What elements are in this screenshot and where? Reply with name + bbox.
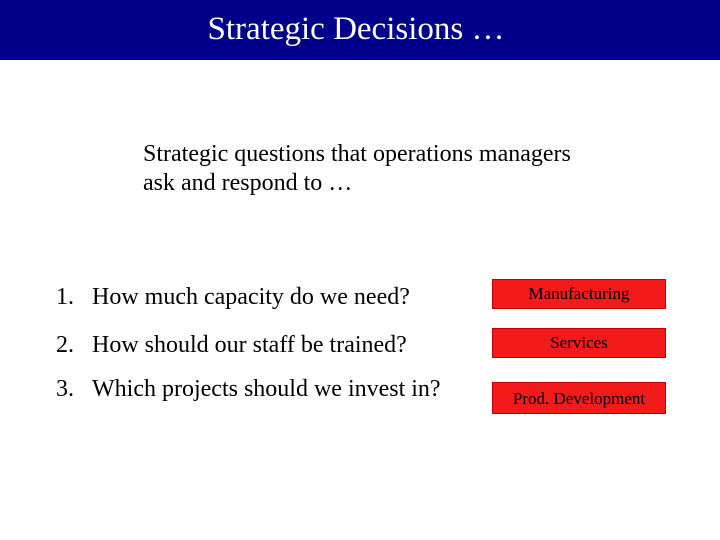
intro-line-2: ask and respond to … (143, 170, 353, 196)
question-3-text: Which projects should we invest in? (92, 376, 441, 402)
question-1-number: 1. (56, 284, 74, 310)
question-1 (56, 282, 410, 312)
question-2-text: How should our staff be trained? (92, 332, 407, 358)
question-2 (56, 330, 407, 360)
question-3 (56, 374, 441, 404)
intro-line-1: Strategic questions that operations managers (143, 141, 571, 167)
question-3-number: 3. (56, 376, 74, 402)
tag-manufacturing: Manufacturing (492, 279, 666, 309)
slide-title: Strategic Decisions … (207, 11, 505, 47)
title-bar (0, 0, 720, 60)
question-2-number: 2. (56, 332, 74, 358)
question-1-text: How much capacity do we need? (92, 284, 410, 310)
tag-services: Services (492, 328, 666, 358)
intro-text (143, 140, 663, 198)
tag-prod-development: Prod. Development (492, 382, 666, 414)
